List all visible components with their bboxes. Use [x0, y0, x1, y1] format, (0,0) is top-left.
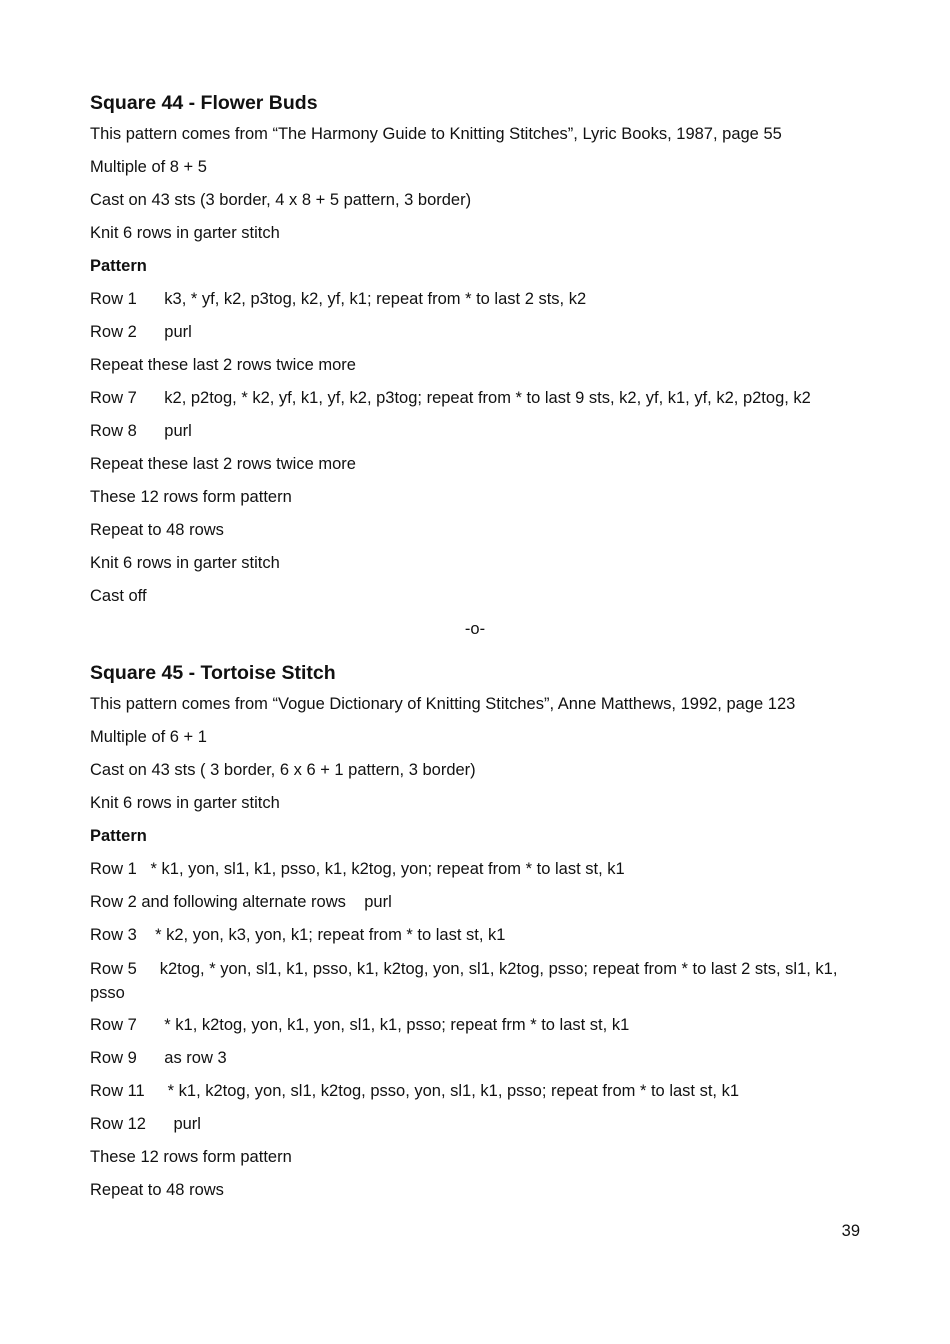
row-instruction: Row 8 purl	[90, 422, 192, 440]
row-instruction: Row 2 and following alternate rows purl	[90, 893, 392, 911]
repeat-line: Repeat to 48 rows	[90, 1181, 224, 1199]
row-instruction: Row 9 as row 3	[90, 1049, 227, 1067]
row-instruction: Row 1 * k1, yon, sl1, k1, psso, k1, k2tog, yon; repeat from * to last st, k1	[90, 860, 625, 878]
row-instruction: Row 12 purl	[90, 1115, 201, 1133]
section-title-square-45: Square 45 - Tortoise Stitch	[90, 662, 336, 684]
garter-line: Knit 6 rows in garter stitch	[90, 554, 280, 572]
repeat-line: Repeat these last 2 rows twice more	[90, 455, 356, 473]
document-page	[90, 88, 860, 1207]
multiple-line: Multiple of 8 + 5	[90, 158, 207, 176]
row-instruction: Row 7 * k1, k2tog, yon, k1, yon, sl1, k1, psso; repeat frm * to last st, k1	[90, 1016, 630, 1034]
garter-line: Knit 6 rows in garter stitch	[90, 224, 280, 242]
page-number: 39	[841, 1222, 860, 1240]
garter-line: Knit 6 rows in garter stitch	[90, 794, 280, 812]
section-title-square-44: Square 44 - Flower Buds	[90, 92, 318, 114]
row-instruction: Row 5 k2tog, * yon, sl1, k1, psso, k1, k2tog, yon, sl1, k2tog, psso; repeat from * to last 2 sts, sl1, k1, psso	[90, 960, 843, 1002]
cast-on-line: Cast on 43 sts (3 border, 4 x 8 + 5 pattern, 3 border)	[90, 191, 472, 209]
row-instruction: Row 11 * k1, k2tog, yon, sl1, k2tog, psso, yon, sl1, k1, psso; repeat from * to last st, k1	[90, 1082, 740, 1100]
row-instruction: Row 7 k2, p2tog, * k2, yf, k1, yf, k2, p3tog; repeat from * to last 9 sts, k2, yf, k1, yf, k2, p2tog, k2	[90, 389, 811, 407]
row-instruction: Row 1 k3, * yf, k2, p3tog, k2, yf, k1; repeat from * to last 2 sts, k2	[90, 290, 587, 308]
pattern-label: Pattern	[90, 257, 147, 275]
section-separator: -o-	[464, 620, 486, 638]
source-note: This pattern comes from “Vogue Dictionary of Knitting Stitches”, Anne Matthews, 1992, page 123	[90, 695, 796, 713]
cast-off-line: Cast off	[90, 587, 147, 605]
row-instruction: Row 3 * k2, yon, k3, yon, k1; repeat from * to last st, k1	[90, 926, 506, 944]
multiple-line: Multiple of 6 + 1	[90, 728, 207, 746]
cast-on-line: Cast on 43 sts ( 3 border, 6 x 6 + 1 pattern, 3 border)	[90, 761, 476, 779]
pattern-note: These 12 rows form pattern	[90, 1148, 292, 1166]
pattern-label: Pattern	[90, 827, 147, 845]
repeat-line: Repeat these last 2 rows twice more	[90, 356, 356, 374]
source-note: This pattern comes from “The Harmony Guide to Knitting Stitches”, Lyric Books, 1987, page 55	[90, 125, 782, 143]
repeat-line: Repeat to 48 rows	[90, 521, 224, 539]
pattern-note: These 12 rows form pattern	[90, 488, 292, 506]
row-instruction: Row 2 purl	[90, 323, 192, 341]
